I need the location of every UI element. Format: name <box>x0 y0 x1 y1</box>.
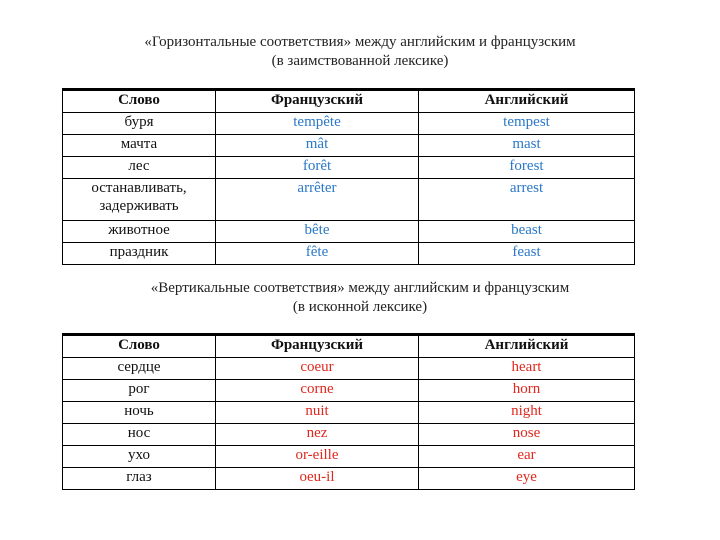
native-words-table <box>62 333 635 490</box>
english-cell: tempest <box>419 113 635 135</box>
table-row <box>63 380 635 402</box>
table-row <box>63 358 635 380</box>
english-cell: mast <box>419 135 635 157</box>
french-cell: nez <box>216 424 419 446</box>
word-cell: лес <box>63 157 216 179</box>
french-cell: mât <box>216 135 419 157</box>
borrowed-words-table <box>62 88 635 265</box>
word-cell: буря <box>63 113 216 135</box>
table-row <box>63 135 635 157</box>
french-cell: coeur <box>216 358 419 380</box>
word-cell: рог <box>63 380 216 402</box>
french-cell: fête <box>216 243 419 265</box>
word-cell: мачта <box>63 135 216 157</box>
word-cell: останавливать, задерживать <box>63 179 216 221</box>
header-english: Английский <box>419 90 635 113</box>
english-cell: night <box>419 402 635 424</box>
english-cell: horn <box>419 380 635 402</box>
header-french: Французский <box>216 335 419 358</box>
table-header-row <box>63 335 635 358</box>
english-cell: heart <box>419 358 635 380</box>
english-cell: forest <box>419 157 635 179</box>
header-english: Английский <box>419 335 635 358</box>
word-cell: праздник <box>63 243 216 265</box>
header-word: Слово <box>63 335 216 358</box>
section2-subtitle: (в исконной лексике) <box>292 299 428 315</box>
word-cell: глаз <box>63 468 216 490</box>
table-row <box>63 402 635 424</box>
table-row <box>63 221 635 243</box>
word-cell: ухо <box>63 446 216 468</box>
table-row <box>63 468 635 490</box>
english-cell: ear <box>419 446 635 468</box>
section1-title: «Горизонтальные соответствия» между английским и французским <box>144 34 576 50</box>
french-cell: forêt <box>216 157 419 179</box>
section1-subtitle: (в заимствованной лексике) <box>271 53 449 69</box>
table-row <box>63 113 635 135</box>
table-row <box>63 179 635 221</box>
french-cell: or-eille <box>216 446 419 468</box>
french-cell: oeu-il <box>216 468 419 490</box>
section2-title: «Вертикальные соответствия» между английским и французским <box>150 280 570 296</box>
table-header-row <box>63 90 635 113</box>
english-cell: arrest <box>419 179 635 221</box>
table-row <box>63 243 635 265</box>
word-cell: ночь <box>63 402 216 424</box>
english-cell: nose <box>419 424 635 446</box>
table-row <box>63 424 635 446</box>
table-row <box>63 446 635 468</box>
french-cell: corne <box>216 380 419 402</box>
french-cell: tempête <box>216 113 419 135</box>
table-row <box>63 157 635 179</box>
english-cell: beast <box>419 221 635 243</box>
french-cell: arrêter <box>216 179 419 221</box>
word-cell: нос <box>63 424 216 446</box>
word-cell: сердце <box>63 358 216 380</box>
french-cell: nuit <box>216 402 419 424</box>
french-cell: bête <box>216 221 419 243</box>
word-cell: животное <box>63 221 216 243</box>
english-cell: eye <box>419 468 635 490</box>
header-word: Слово <box>63 90 216 113</box>
header-french: Французский <box>216 90 419 113</box>
english-cell: feast <box>419 243 635 265</box>
